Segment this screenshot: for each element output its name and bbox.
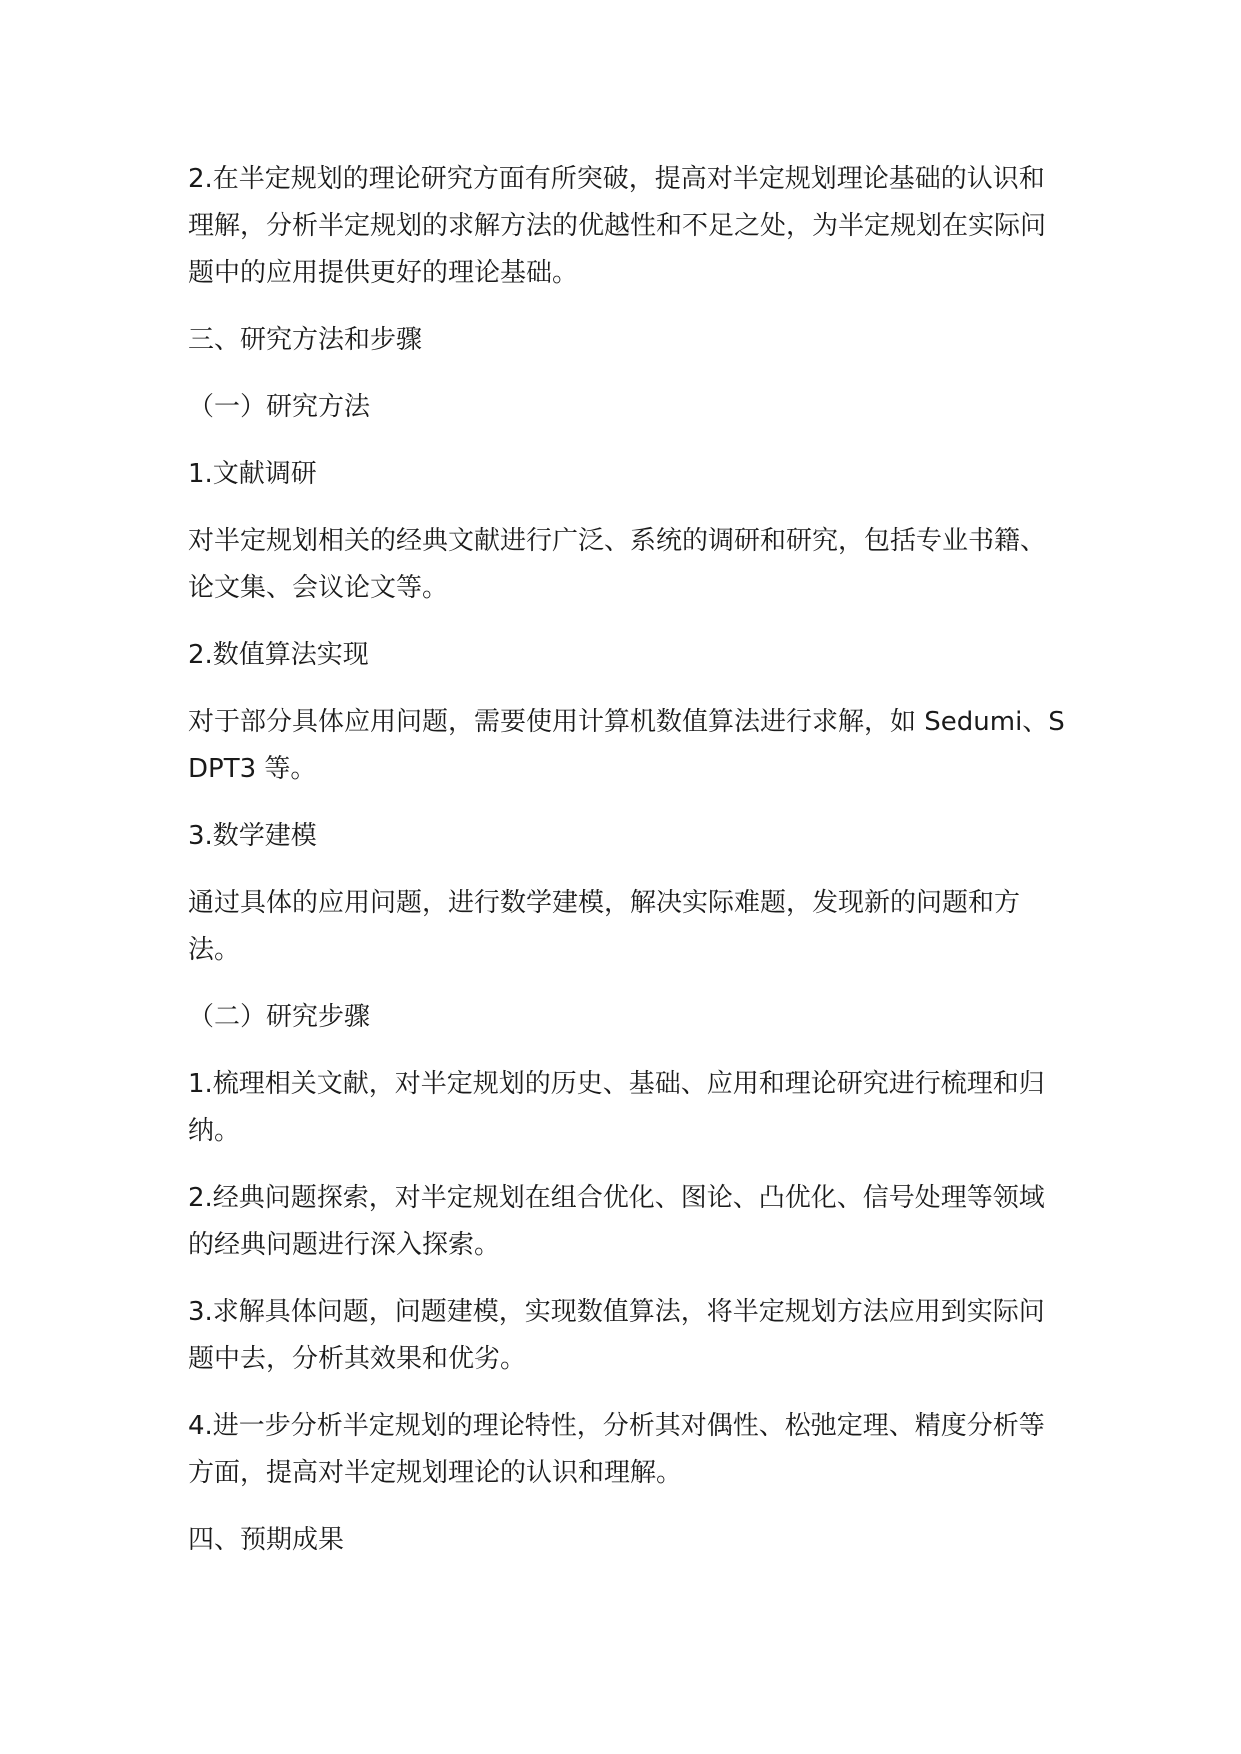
heading-section-4: 四、预期成果 <box>188 1525 345 1555</box>
paragraph-method-2: 对于部分具体应用问题，需要使用计算机数值算法进行求解，如 Sedumi、SDPT3 等。 <box>188 707 1065 784</box>
paragraph-step-3: 3.求解具体问题，问题建模，实现数值算法，将半定规划方法应用到实际问题中去，分析其效果和优劣。 <box>188 1297 1045 1374</box>
heading-method-1: 1.文献调研 <box>188 459 317 489</box>
paragraph-goal-2: 2.在半定规划的理论研究方面有所突破，提高对半定规划理论基础的认识和理解，分析半定规划的求解方法的优越性和不足之处，为半定规划在实际问题中的应用提供更好的理论基础。 <box>188 164 1047 288</box>
paragraph-method-1: 对半定规划相关的经典文献进行广泛、系统的调研和研究，包括专业书籍、论文集、会议论文等。 <box>188 526 1047 603</box>
paragraph-step-1: 1.梳理相关文献，对半定规划的历史、基础、应用和理论研究进行梳理和归纳。 <box>188 1069 1045 1146</box>
paragraph-method-3: 通过具体的应用问题，进行数学建模，解决实际难题，发现新的问题和方法。 <box>188 888 1021 965</box>
heading-research-methods: （一）研究方法 <box>188 392 371 422</box>
paragraph-step-4: 4.进一步分析半定规划的理论特性，分析其对偶性、松弛定理、精度分析等方面，提高对半定规划理论的认识和理解。 <box>188 1411 1045 1488</box>
heading-section-3: 三、研究方法和步骤 <box>188 325 423 355</box>
document-body <box>188 156 1068 1584</box>
heading-method-2: 2.数值算法实现 <box>188 640 369 670</box>
paragraph-step-2: 2.经典问题探索，对半定规划在组合优化、图论、凸优化、信号处理等领域的经典问题进行深入探索。 <box>188 1183 1045 1260</box>
heading-research-steps: （二）研究步骤 <box>188 1002 371 1032</box>
heading-method-3: 3.数学建模 <box>188 821 317 851</box>
